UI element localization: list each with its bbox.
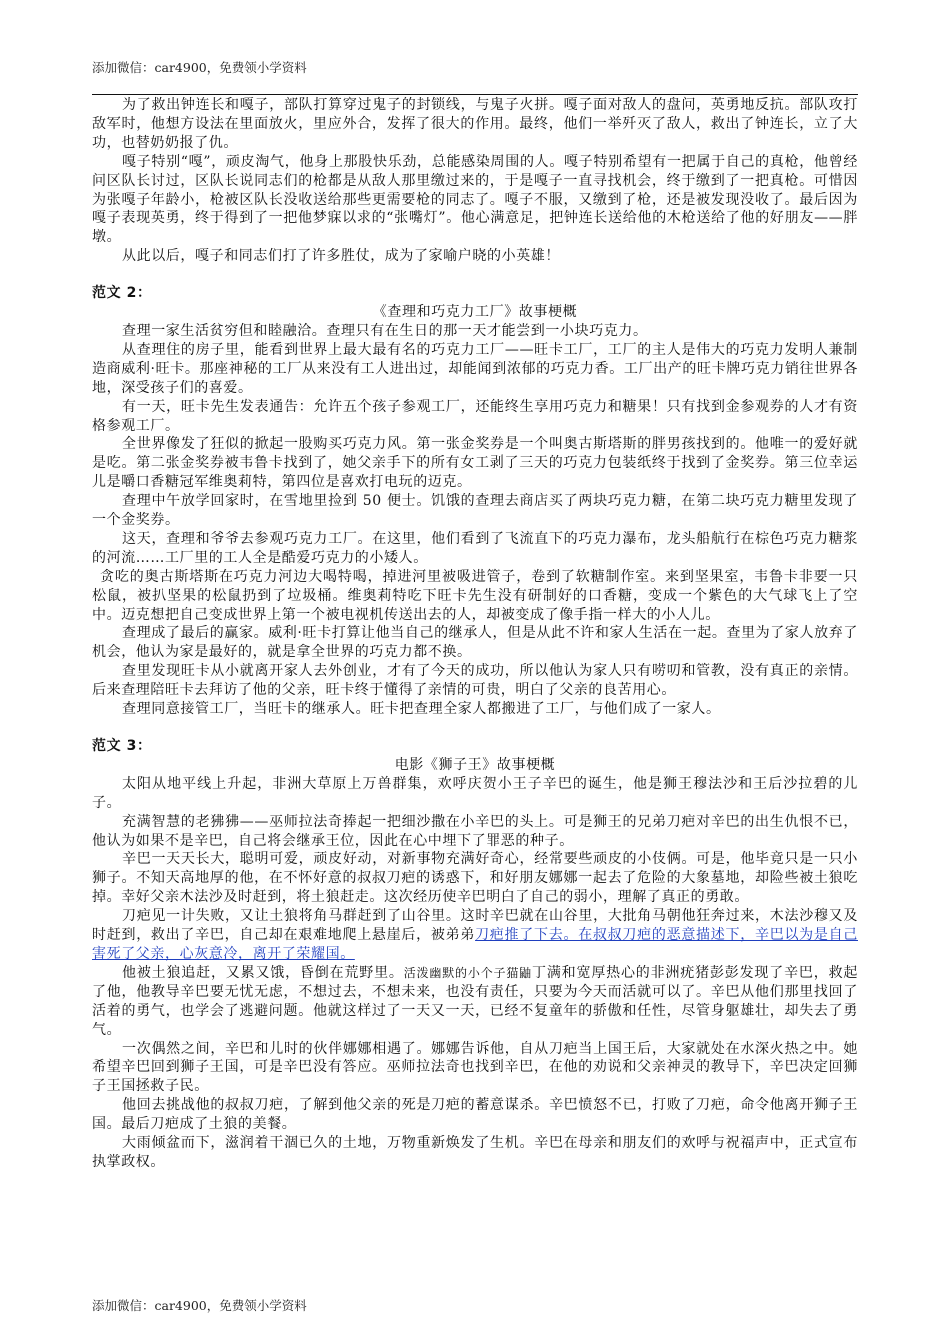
section-2-title: 《查理和巧克力工厂》故事梗概 [372, 304, 578, 321]
s3-p4-text: 刀疤见一计失败，又让土狼将角马群赶到了山谷里。这时辛巴就在山谷里，大批角马朝他狂奔过来，木法沙穆又及时赶到，救出了辛巴，自己却在艰难地爬上悬崖后，被弟弟 [92, 908, 858, 944]
section-3-title: 电影《狮子王》故事梗概 [394, 756, 556, 773]
s2-paragraph: 这天，查理和爷爷去参观巧克力工厂。在这里，他们看到了飞流直下的巧克力瀑布，龙头船航行在棕色巧克力糖浆的河流……工厂里的工人全是酷爱巧克力的小矮人。 [92, 530, 858, 566]
header-divider [92, 94, 858, 95]
intro-paragraph-1: 为了救出钟连长和嘎子，部队打算穿过鬼子的封锁线，与鬼子火拼。嘎子面对敌人的盘问，英勇地反抗。部队攻打敌军时，他想方设法在里面放火，里应外合，发挥了很大的作用。最终，他们一举歼灭了敌人，救出了钟连长，立了大功，也替奶奶报了仇。 [92, 97, 858, 151]
document-body [92, 96, 858, 1172]
s3-paragraph: 大雨倾盆而下，滋润着干涸已久的土地，万物重新焕发了生机。辛巴在母亲和朋友们的欢呼与祝福声中，正式宣布执掌政权。 [92, 1135, 858, 1170]
page-header: 添加微信：car4900，免费领小学资料 [92, 60, 307, 75]
s2-paragraph: 贪吃的奥古斯塔斯在巧克力河边大喝特喝，掉进河里被吸进管子，卷到了软糖制作室。来到坚果室，韦鲁卡非要一只松鼠，被扒坚果的松鼠扔到了垃圾桶。维奥莉特吃下旺卡先生没有研制好的口香糖，变成一个紫色的大气球飞上了空中。迈克想把自己变成世界上第一个被电视机传送出去的人，却被变成了像手指一样大的小人儿。 [92, 568, 858, 623]
s2-paragraph: 查理成了最后的赢家。威利·旺卡打算让他当自己的继承人，但是从此不许和家人生活在一起。查里为了家人放弃了机会，他认为家是最好的，就是拿全世界的巧克力都不换。 [92, 625, 858, 661]
s3-p5-small-text: 活泼幽默的小个子猫鼬 [403, 965, 533, 980]
s2-paragraph: 查里发现旺卡从小就离开家人去外创业，才有了今天的成功，所以他认为家人只有唠叨和管教，没有真正的亲情。后来查理陪旺卡去拜访了他的父亲，旺卡终于懂得了亲情的可贵，明白了父亲的良苦用心。 [92, 663, 858, 699]
intro-paragraph-2: 嘎子特别“嘎”，顽皮淘气，他身上那股快乐劲，总能感染周围的人。嘎子特别希望有一把属于自己的真枪，他曾经问区队长讨过，区队长说同志们的枪都是从敌人那里缴过来的，于是嘎子一直寻找机会，终于缴到了一把真枪。可惜因为张嘎子年龄小，枪被区队长没收送给那些更需要枪的同志了。嘎子不服，又缴到了枪，还是被发现没收了。最后因为嘎子表现英勇，终于得到了一把他梦寐以求的“张嘴灯”。他心满意足，把钟连长送给他的木枪送给了他的好朋友——胖墩。 [92, 153, 858, 246]
s3-paragraph: 太阳从地平线上升起，非洲大草原上万兽群集，欢呼庆贺小王子辛巴的诞生，他是狮王穆法沙和王后沙拉碧的儿子。 [92, 775, 858, 811]
page-footer: 添加微信：car4900，免费领小学资料 [92, 1298, 307, 1313]
s2-paragraph: 全世界像发了狂似的掀起一股购买巧克力风。第一张金奖券是一个叫奥古斯塔斯的胖男孩找到的。他唯一的爱好就是吃。第二张金奖券被韦鲁卡找到了，她父亲手下的所有女工剥了三天的巧克力包装纸终于找到了金奖券。第三位幸运儿是嚼口香糖冠军维奥莉特，第四位是喜欢打电玩的迈克。 [92, 436, 858, 491]
s3-paragraph: 辛巴一天天长大，聪明可爱，顽皮好动，对新事物充满好奇心，经常要些顽皮的小伎俩。可是，他毕竟只是一只小狮子。不知天高地厚的他，在不怀好意的叔叔刀疤的诱惑下，和好朋友娜娜一起去了危险的大象墓地，却险些被土狼吃掉。幸好父亲木法沙及时赶到，将土狼赶走。这次经历使辛巴明白了自己的弱小，理解了真正的勇敢。 [92, 851, 858, 906]
s3-paragraph: 充满智慧的老狒狒——巫师拉法奇捧起一把细沙撒在小辛巴的头上。可是狮王的兄弟刀疤对辛巴的出生仇恨不已，他认为如果不是辛巴，自己将会继承王位，因此在心中埋下了罪恶的种子。 [92, 813, 858, 849]
s3-paragraph-4 [92, 907, 858, 964]
s2-paragraph: 有一天，旺卡先生发表通告：允许五个孩子参观工厂，还能终生享用巧克力和糖果！只有找到金参观券的人才有资格参观工厂。 [92, 398, 858, 434]
s3-paragraph: 他回去挑战他的叔叔刀疤，了解到他父亲的死是刀疤的蓄意谋杀。辛巴愤怒不已，打败了刀疤，命令他离开狮子王国。最后刀疤成了土狼的美餐。 [92, 1097, 858, 1133]
s3-paragraph-5 [92, 964, 858, 1040]
s2-paragraph: 查理中午放学回家时，在雪地里捡到 50 便士。饥饿的查理去商店买了两块巧克力糖，在第二块巧克力糖里发现了一个金奖券。 [92, 493, 858, 529]
hyperlink-text[interactable]: 刀疤推了下去。在叔叔刀疤的恶意描述下，辛巴以为是自己害死了父亲，心灰意冷，离开了荣耀国。 [92, 927, 858, 962]
s2-paragraph: 查理一家生活贫穷但和睦融洽。查理只有在生日的那一天才能尝到一小块巧克力。 [122, 322, 648, 339]
intro-paragraph-3: 从此以后，嘎子和同志们打了许多胜仗，成为了家喻户晓的小英雄！ [122, 248, 560, 265]
section-2-label: 范文 2： [92, 285, 152, 302]
s3-p5-text-a: 他被土狼追赶，又累又饿，昏倒在荒野里。 [122, 964, 404, 981]
section-3-label: 范文 3： [92, 738, 152, 754]
s2-paragraph: 查理同意接管工厂，当旺卡的继承人。旺卡把查理全家人都搬进了工厂，与他们成了一家人。 [122, 701, 721, 718]
s3-p5-text-b: 丁满和宽厚热心的非洲疣猪彭彭发现了辛巴，救起了他，他教导辛巴要无忧无虑，不想过去，不想未来，也没有责任，只要为今天而活就可以了。辛巴从他们那里找回了活着的勇气，也学会了逃避问题。他就这样过了一天又一天，已经不复童年的骄傲和任性，尽管身躯雄壮，却失去了勇气。 [92, 964, 858, 1038]
s2-paragraph: 从查理住的房子里，能看到世界上最大最有名的巧克力工厂——旺卡工厂，工厂的主人是伟大的巧克力发明人兼制造商威利·旺卡。那座神秘的工厂从来没有工人进出过，却能闻到浓郁的巧克力香。工厂出产的旺卡牌巧克力销往世界各地，深受孩子们的喜爱。 [92, 341, 858, 396]
s3-paragraph: 一次偶然之间，辛巴和儿时的伙伴娜娜相遇了。娜娜告诉他，自从刀疤当上国王后，大家就处在水深火热之中。她希望辛巴回到狮子王国，可是辛巴没有答应。巫师拉法奇也找到辛巴，在他的劝说和父亲神灵的教导下，辛巴决定回狮子王国拯救子民。 [92, 1040, 858, 1095]
